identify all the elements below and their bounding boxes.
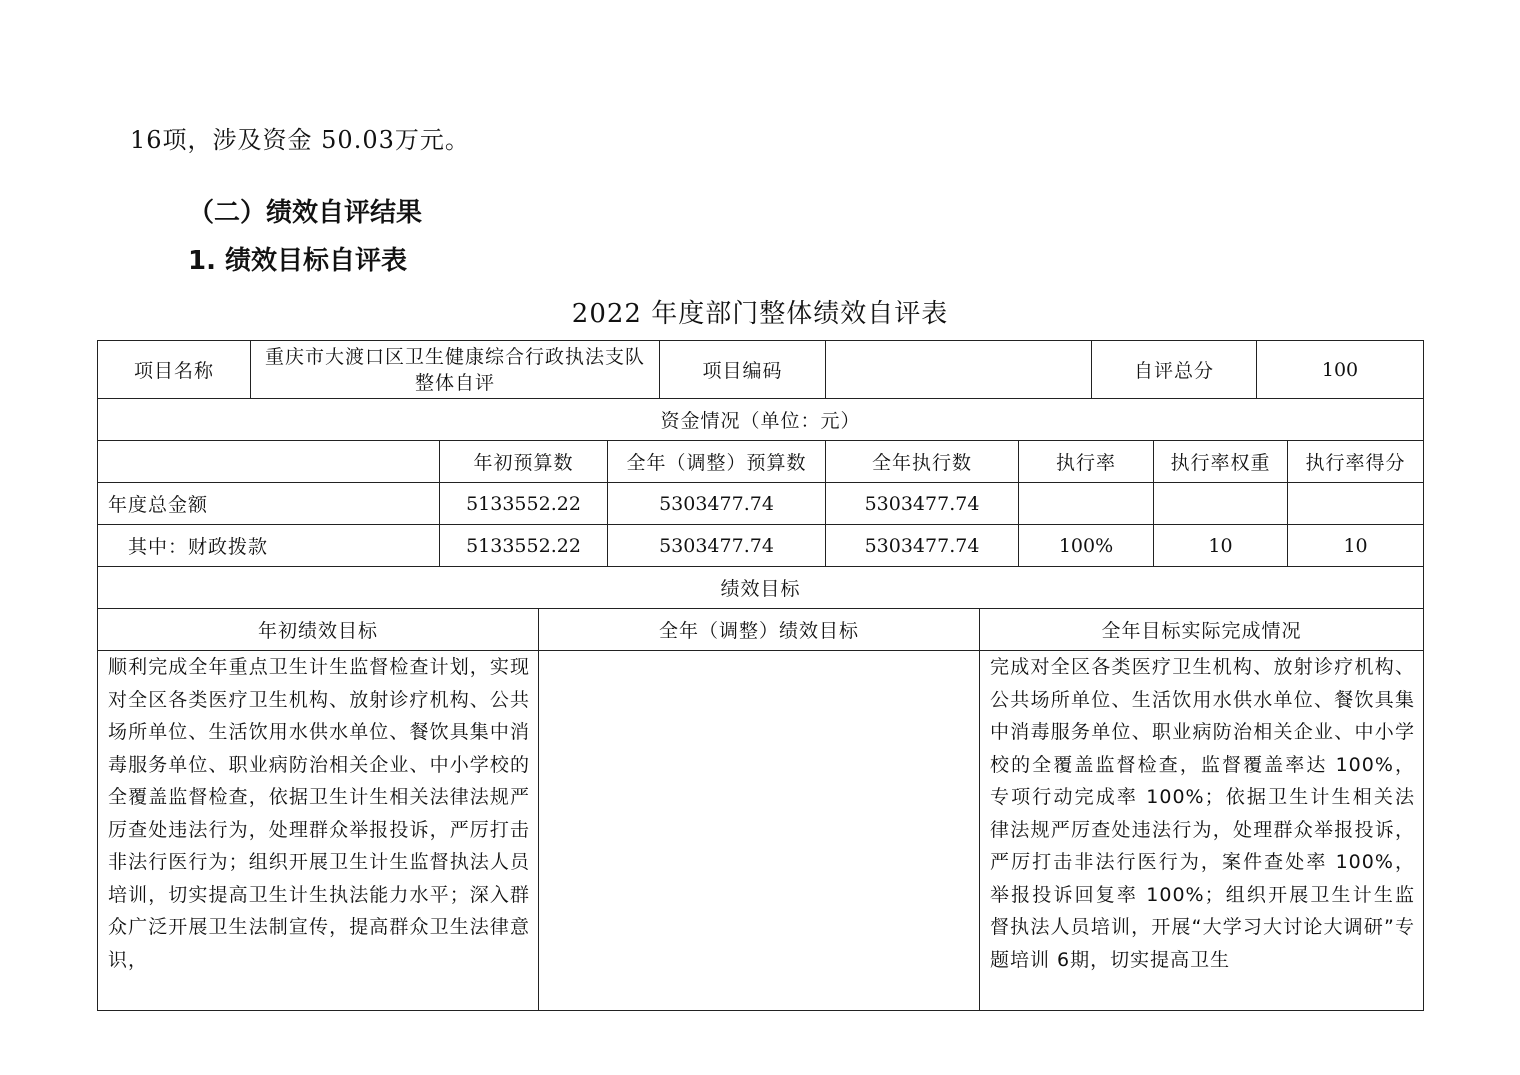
table-title: 2022 年度部门整体绩效自评表 <box>571 299 949 329</box>
funds-header-cell: 执行率得分 <box>1288 441 1424 483</box>
row-label: 年度总金额 <box>98 483 440 525</box>
goals-title-row <box>98 567 1424 609</box>
funds-header-cell <box>98 441 440 483</box>
section-heading: （二）绩效自评结果 <box>188 198 423 228</box>
table-row <box>98 525 1424 567</box>
adjusted-goal-text <box>539 651 980 1011</box>
table-cell <box>1288 483 1424 525</box>
table-cell <box>1154 483 1288 525</box>
initial-goal-text: 顺利完成全年重点卫生计生监督检查计划，实现对全区各类医疗卫生机构、放射诊疗机构、公共场所单位、生活饮用水供水单位、餐饮具集中消毒服务单位、职业病防治相关企业、中小学校的全覆盖监督检查，依据卫生计生相关法律法规严厉查处违法行为，处理群众举报投诉，严厉打击非法行医行为；组织开展卫生计生监督执法人员培训，切实提高卫生计生执法能力水平；深入群众广泛开展卫生法制宣传，提高群众卫生法律意识， <box>98 651 539 1011</box>
table-cell: 5133552.22 <box>440 525 608 567</box>
self-score-label: 自评总分 <box>1092 341 1257 399</box>
goals-header-row <box>98 609 1424 651</box>
table-cell: 10 <box>1154 525 1288 567</box>
table-cell: 5303477.74 <box>608 483 826 525</box>
project-code-label: 项目编码 <box>660 341 826 399</box>
row-label: 其中：财政拨款 <box>98 525 440 567</box>
intro-paragraph: 16项，涉及资金 50.03万元。 <box>130 126 470 154</box>
goals-body-row <box>98 651 1424 1011</box>
table-cell: 5303477.74 <box>826 525 1019 567</box>
goals-header-cell: 年初绩效目标 <box>98 609 539 651</box>
table-cell: 5303477.74 <box>826 483 1019 525</box>
table-cell: 5303477.74 <box>608 525 826 567</box>
goals-header-cell: 全年目标实际完成情况 <box>980 609 1424 651</box>
funds-header-cell: 年初预算数 <box>440 441 608 483</box>
project-info-row <box>98 341 1424 399</box>
goals-title: 绩效目标 <box>98 567 1424 609</box>
subsection-heading: 1. 绩效目标自评表 <box>188 246 408 276</box>
funds-header-cell: 全年执行数 <box>826 441 1019 483</box>
table-cell: 5133552.22 <box>440 483 608 525</box>
actual-completion-text: 完成对全区各类医疗卫生机构、放射诊疗机构、公共场所单位、生活饮用水供水单位、餐饮具集中消毒服务单位、职业病防治相关企业、中小学校的全覆盖监督检查，监督覆盖率达 100%，专项行动完成率 100%；依据卫生计生相关法律法规严厉查处违法行为，处理群众举报投诉，严厉打击非法行医行为，案件查处率 100%，举报投诉回复率 100%；组织开展卫生计生监督执法人员培训，开展“大学习大讨论大调研”专题培训 6期，切实提高卫生 <box>980 651 1424 1011</box>
goals-header-cell: 全年（调整）绩效目标 <box>539 609 980 651</box>
funds-header-cell: 执行率 <box>1019 441 1154 483</box>
self-score-value: 100 <box>1257 341 1424 399</box>
funds-header-row <box>98 441 1424 483</box>
funds-table <box>97 398 1424 567</box>
funds-header-cell: 执行率权重 <box>1154 441 1288 483</box>
table-cell: 10 <box>1288 525 1424 567</box>
table-row <box>98 483 1424 525</box>
project-info-table <box>97 340 1424 399</box>
funds-header-cell: 全年（调整）预算数 <box>608 441 826 483</box>
project-code-value <box>826 341 1092 399</box>
funds-title: 资金情况（单位：元） <box>98 399 1424 441</box>
funds-title-row <box>98 399 1424 441</box>
goals-table <box>97 566 1424 1011</box>
project-name-value: 重庆市大渡口区卫生健康综合行政执法支队整体自评 <box>251 341 660 399</box>
table-cell: 100% <box>1019 525 1154 567</box>
table-cell <box>1019 483 1154 525</box>
project-name-label: 项目名称 <box>98 341 251 399</box>
